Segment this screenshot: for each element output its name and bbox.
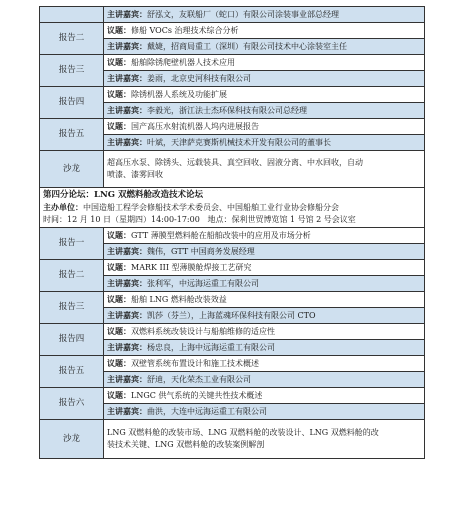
report-label: 报告四 bbox=[40, 87, 104, 119]
topic-text: 双燃料系统改装设计与船舶维修的适应性 bbox=[131, 327, 275, 336]
salon-line: 装技术关键、LNG 双燃料舱的改装案例解剖 bbox=[107, 440, 265, 449]
speaker-cell bbox=[104, 71, 425, 87]
speaker-key: 主讲嘉宾： bbox=[107, 310, 147, 320]
topic-cell bbox=[104, 228, 425, 244]
table-row bbox=[40, 23, 425, 39]
salon-line: LNG 双燃料舱的改装市场、LNG 双燃料舱的改装设计、LNG 双燃料舱的改 bbox=[107, 428, 379, 437]
topic-cell bbox=[104, 324, 425, 340]
topic-key: 议题： bbox=[107, 230, 131, 240]
forum-4-title: 第四分论坛：LNG 双燃料舱改造技术论坛 bbox=[43, 190, 203, 200]
speaker-cell bbox=[104, 340, 425, 356]
speaker-key: 主讲嘉宾： bbox=[107, 73, 147, 83]
speaker-key: 主讲嘉宾： bbox=[107, 246, 147, 256]
report-label: 报告四 bbox=[40, 324, 104, 356]
speaker-text: 舒迪，天化荣杰工业有限公司 bbox=[147, 375, 251, 384]
salon-line: 喷漆、漆雾回收 bbox=[107, 170, 163, 179]
document-page bbox=[39, 6, 424, 459]
speaker-text: 李毅光，浙江法士杰环保科技有限公司总经理 bbox=[147, 106, 307, 115]
table-row bbox=[40, 119, 425, 135]
topic-key: 议题： bbox=[107, 390, 131, 400]
topic-key: 议题： bbox=[107, 326, 131, 336]
speaker-cell bbox=[104, 135, 425, 151]
forum-4-info bbox=[40, 188, 425, 228]
topic-text: 修船 VOCs 治理技术综合分析 bbox=[131, 26, 239, 35]
forum-part-previous bbox=[40, 7, 425, 23]
report-label: 报告三 bbox=[40, 292, 104, 324]
topic-cell bbox=[104, 356, 425, 372]
speaker-key: 主讲嘉宾： bbox=[107, 374, 147, 384]
table-row bbox=[40, 324, 425, 340]
speaker-text: 张利军，中远海运重工有限公司 bbox=[147, 279, 259, 288]
table-row bbox=[40, 55, 425, 71]
table-row bbox=[40, 260, 425, 276]
speaker-key: 主讲嘉宾： bbox=[107, 278, 147, 288]
topic-key: 议题： bbox=[107, 89, 131, 99]
forum-4-organizer: 主办单位：中国造船工程学会修船技术学术委员会、中国船舶工业行业协会修船分会 bbox=[43, 202, 339, 212]
speaker-key: 主讲嘉宾： bbox=[107, 406, 147, 416]
speaker-text: 凯莎（芬兰），上海蓝魂环保科技有限公司 CTO bbox=[147, 311, 316, 320]
topic-text: 双壁管系统布置设计和施工技术概述 bbox=[131, 359, 259, 368]
topic-cell bbox=[104, 260, 425, 276]
table-row bbox=[40, 188, 425, 228]
speaker-cell bbox=[104, 276, 425, 292]
schedule-table bbox=[39, 6, 425, 459]
speaker-text: 舒泓文，友联船厂（蛇口）有限公司涂装事业部总经理 bbox=[147, 10, 339, 19]
topic-cell bbox=[104, 23, 425, 39]
topic-cell bbox=[104, 55, 425, 71]
report-label: 报告三 bbox=[40, 55, 104, 87]
topic-text: MARK III 型薄膜舱焊接工艺研究 bbox=[131, 263, 252, 272]
report-label: 报告五 bbox=[40, 119, 104, 151]
speaker-key: 主讲嘉宾： bbox=[107, 41, 147, 51]
topic-cell bbox=[104, 119, 425, 135]
speaker-cell bbox=[104, 103, 425, 119]
forum-4-time-place: 时间：12 月 10 日（星期四）14:00-17:00 地点：保利世贸博览馆 1 号馆 2 号会议室 bbox=[43, 215, 356, 224]
topic-text: 除锈机器人系统及功能扩展 bbox=[131, 90, 227, 99]
salon-text-cell bbox=[104, 151, 425, 188]
speaker-key: 主讲嘉宾： bbox=[107, 342, 147, 352]
report-label: 报告一 bbox=[40, 228, 104, 260]
report-label: 报告二 bbox=[40, 260, 104, 292]
speaker-text: 戴婕，招商局重工（深圳）有限公司技术中心涂装室主任 bbox=[147, 42, 347, 51]
table-row bbox=[40, 292, 425, 308]
forum-4-header bbox=[40, 188, 425, 228]
speaker-text: 姜雨，北京史河科技有限公司 bbox=[147, 74, 251, 83]
speaker-key: 主讲嘉宾： bbox=[107, 105, 147, 115]
table-row bbox=[40, 388, 425, 404]
speaker-text: 曲洪，大连中远海运重工有限公司 bbox=[147, 407, 267, 416]
report-label: 报告二 bbox=[40, 23, 104, 55]
topic-key: 议题： bbox=[107, 121, 131, 131]
speaker-cell bbox=[104, 308, 425, 324]
speaker-key: 主讲嘉宾： bbox=[107, 9, 147, 19]
forum-part-previous-reports bbox=[40, 23, 425, 151]
table-row bbox=[40, 151, 425, 188]
topic-text: GTT 薄膜型燃料舱在船舶改装中的应用及市场分析 bbox=[131, 231, 311, 240]
topic-cell bbox=[104, 292, 425, 308]
speaker-text: 魏伟，GTT 中国商务发展经理 bbox=[147, 247, 255, 256]
salon-text-cell bbox=[104, 420, 425, 459]
topic-text: 国产高压水射流机器人坞内进展报告 bbox=[131, 122, 259, 131]
salon-forum-4 bbox=[40, 420, 425, 459]
table-row bbox=[40, 356, 425, 372]
report-label: 报告六 bbox=[40, 388, 104, 420]
topic-key: 议题： bbox=[107, 25, 131, 35]
speaker-cell bbox=[104, 404, 425, 420]
salon-label: 沙龙 bbox=[40, 420, 104, 459]
report-label-empty bbox=[40, 7, 104, 23]
topic-text: 船舶 LNG 燃料舱改装效益 bbox=[131, 295, 227, 304]
speaker-cell bbox=[104, 244, 425, 260]
speaker-cell bbox=[104, 372, 425, 388]
report-label: 报告五 bbox=[40, 356, 104, 388]
salon-line: 超高压水泵、除锈头、远载装具、真空回收、固液分离、中水回收，自动 bbox=[107, 158, 363, 167]
topic-text: LNGC 供气系统的关键共性技术概述 bbox=[131, 391, 263, 400]
table-row bbox=[40, 7, 425, 23]
topic-key: 议题： bbox=[107, 358, 131, 368]
speaker-text: 杨忠良，上海中远海运重工有限公司 bbox=[147, 343, 275, 352]
speaker-cell bbox=[104, 7, 425, 23]
topic-text: 船舶除锈爬壁机器人技术应用 bbox=[131, 58, 235, 67]
salon-previous bbox=[40, 151, 425, 188]
table-row bbox=[40, 228, 425, 244]
speaker-cell bbox=[104, 39, 425, 55]
topic-key: 议题： bbox=[107, 294, 131, 304]
table-row bbox=[40, 420, 425, 459]
salon-label: 沙龙 bbox=[40, 151, 104, 188]
speaker-key: 主讲嘉宾： bbox=[107, 137, 147, 147]
topic-cell bbox=[104, 87, 425, 103]
topic-cell bbox=[104, 388, 425, 404]
topic-key: 议题： bbox=[107, 57, 131, 67]
topic-key: 议题： bbox=[107, 262, 131, 272]
table-row bbox=[40, 87, 425, 103]
speaker-text: 叶斌，天津萨克赛斯机械技术开发有限公司的董事长 bbox=[147, 138, 331, 147]
forum-4-reports bbox=[40, 228, 425, 420]
